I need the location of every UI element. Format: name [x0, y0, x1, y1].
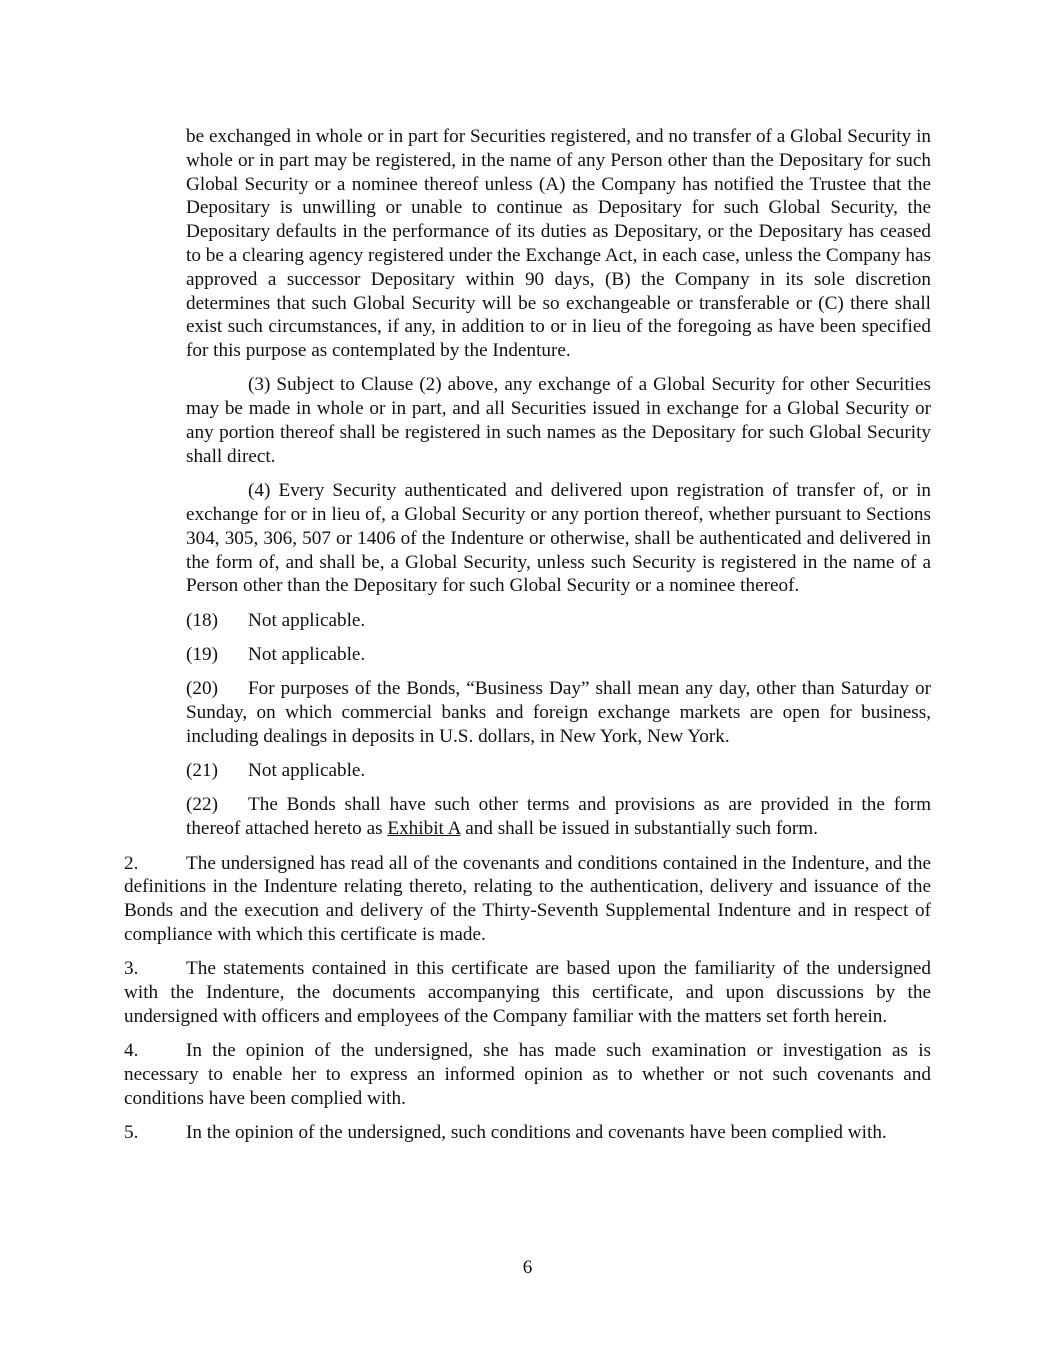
- item-20-text: For purposes of the Bonds, “Business Day” shall mean any day, other than Saturday or Sunday, on which commercial banks and foreign exchange markets are open for business, including dealings in deposits in U.S. dollars, in New York, New York.: [186, 678, 931, 747]
- paragraph-continuation: be exchanged in whole or in part for Securities registered, and no transfer of a Global Security in whole or in part may be registered, in the name of any Person other than the Depositary for such Global Security or a nominee thereof unless (A) the Company has notified the Trustee that the Depositary is unwilling or unable to continue as Depositary for such Global Security, the Depositary defaults in the performance of its duties as Depositary, or the Depositary has ceased to be a clearing agency registered under the Exchange Act, in each case, unless the Company has approved a successor Depositary within 90 days, (B) the Company in its sole discretion determines that such Global Security will be so exchangeable or transferable or (C) there shall exist such circumstances, if any, in addition to or in lieu of the foregoing as have been specified for this purpose as contemplated by the Indenture.: [186, 126, 931, 362]
- section-4-text: In the opinion of the undersigned, she has made such examination or investigation as is necessary to enable her to express an informed opinion as to whether or not such covenants and conditions have been complied with.: [124, 1040, 931, 1109]
- paragraph-clause-3: (3) Subject to Clause (2) above, any exchange of a Global Security for other Securities may be made in whole or in part, and all Securities issued in exchange for a Global Security or any portion thereof shall be registered in such names as the Depositary for such Global Security shall direct.: [186, 374, 931, 467]
- section-2-number: 2.: [124, 852, 139, 874]
- item-21: [186, 759, 931, 783]
- item-20-number: (20): [186, 678, 218, 700]
- item-21-number: (21): [186, 760, 218, 782]
- item-20: [186, 677, 931, 748]
- exhibit-a-reference: Exhibit A: [387, 818, 461, 840]
- item-19-number: (19): [186, 643, 218, 665]
- section-3-number: 3.: [124, 958, 139, 980]
- item-18-number: (18): [186, 609, 218, 631]
- section-5-number: 5.: [124, 1121, 139, 1143]
- item-18-text: Not applicable.: [248, 609, 366, 631]
- section-4: [124, 1039, 931, 1110]
- section-3: [124, 957, 931, 1028]
- item-22-text-after: and shall be issued in substantially such form.: [460, 818, 818, 840]
- page-number: 6: [522, 1257, 533, 1278]
- section-4-number: 4.: [124, 1040, 139, 1062]
- section-2: [124, 852, 931, 947]
- item-19: [186, 643, 931, 667]
- section-3-text: The statements contained in this certificate are based upon the familiarity of the undersigned with the Indenture, the documents accompanying this certificate, and upon discussions by the undersigned with officers and employees of the Company familiar with the matters set forth herein.: [124, 958, 931, 1027]
- section-5-text: In the opinion of the undersigned, such conditions and covenants have been complied with.: [186, 1121, 887, 1143]
- item-21-text: Not applicable.: [248, 760, 366, 782]
- section-2-text: The undersigned has read all of the covenants and conditions contained in the Indenture, and the definitions in the Indenture relating thereto, relating to the authentication, delivery and issuance of the Bonds and the execution and delivery of the Thirty-Seventh Supplemental Indenture and in respect of compliance with which this certificate is made.: [124, 852, 931, 945]
- item-22-text-before: The Bonds shall have such other terms and provisions as are provided in the form thereof attached hereto as: [186, 794, 931, 840]
- item-19-text: Not applicable.: [248, 643, 366, 665]
- item-18: [186, 609, 931, 633]
- item-22-number: (22): [186, 794, 218, 816]
- document-body: [124, 125, 931, 1145]
- paragraph-clause-4: (4) Every Security authenticated and delivered upon registration of transfer of, or in exchange for or in lieu of, a Global Security or any portion thereof, whether pursuant to Sections 304, 305, 306, 507 or 1406 of the Indenture or otherwise, shall be authenticated and delivered in the form of, and shall be, a Global Security, unless such Security is registered in the name of a Person other than the Depositary for such Global Security or a nominee thereof.: [186, 480, 931, 597]
- section-5: [124, 1121, 931, 1145]
- item-22: [186, 793, 931, 841]
